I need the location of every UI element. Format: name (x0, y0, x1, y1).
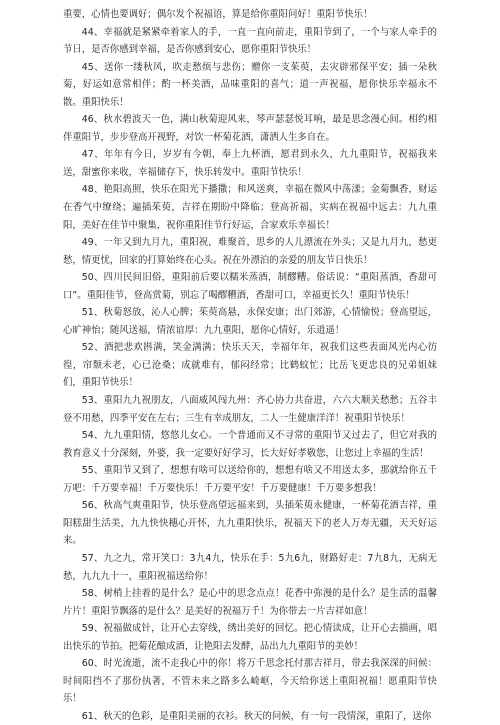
paragraph-44: 44、幸福就是紧紧牵着家人的手，一直一直向前走，重阳节到了，一个与家人牵手的节日，是否你感到幸福，是否你感到安心，愿你重阳节快乐！ (63, 26, 437, 56)
paragraph-55: 55、重阳节又到了，想想有啥可以送给你的，想想有啥又不用送太多，那就给你五千万吧：千万要幸福！千万要快乐！千万要平安！千万要健康！千万要多想我！ (63, 465, 437, 494)
paragraph-47: 47、年年有今日，岁岁有今朝，奉上九杯酒，愿君到永久，九九重阳节，祝福我来送，甜蜜你来收，幸福储存下，快乐转发中。重阳节快乐！ (63, 149, 437, 178)
paragraph-51: 51、秋菊怒放，沁人心脾；茱萸高悬，永保安康；出门郊游，心情愉悦；登高望远，心旷神怡；随风送福，情浓谊厚：九九重阳，愿你心情好，乐逍遥！ (63, 307, 437, 336)
paragraph-54: 54、九九重阳情，悠悠儿女心。一个普通而又不寻常的重阳节又过去了，但它对我的教育意义十分深刻，外婆，我一定要好好学习，长大好好孝敬您，让您过上幸福的生活！ (63, 430, 437, 459)
paragraph-52: 52、酒把悲欢斟满，笑金满满；快乐天天，幸福年年，祝我们这些表面风光内心彷徨，帘颓未老，心已沧桑；成就难有，郁闷经常；比鹤蚊忙；比岳飞更忠良的兄弟姐妹们，重阳节快乐！ (63, 342, 437, 389)
paragraph-60: 60、时光流逝，流不走我心中的你！将万千思念托付那吉祥月，带去我深深的问候：时间阳挡不了那份执著，不管未来之路多么崎岖，今天给你送上重阳祝福！愿重阳节快乐！ (63, 658, 437, 705)
paragraph-46: 46、秋水碧波天一色，满山秋菊迎风来，琴声瑟瑟悦耳响，最是思念漫心间。相约相伴重阳节，步步登高开视野，对饮一杯菊花酒，潇洒人生多自在。 (63, 114, 437, 143)
paragraph-49: 49、一年又到九月九，重阳祝，难聚首，思乡的人儿漂流在外头；又是九月九，愁更愁，情更忧，回家的打算始终在心头。祝在外漂泊的亲爱的朋友节日快乐！ (63, 237, 437, 266)
paragraph-53: 53、重阳九九祝朋友，八面威风闯九州：齐心协力共奋进，六六大顺关愁愁；五谷丰登不用愁，四季平安在左右；三生有幸成朋友，二人一生健康洋洋！祝重阳节快乐！ (63, 395, 437, 424)
paragraph-48: 48、艳阳高照，快乐在阳光下播撒；和风送爽，幸福在微风中荡漾；金菊飘香，财运在香气中缭绕；遍插茱萸，吉祥在期盼中降临；登高祈福，实病在祝福中远去：九九重阳，美好在佳节中聚集，祝你重阳佳节行好运，合家欢乐幸福长！ (63, 184, 437, 231)
paragraph-58: 58、树梢上挂着的是什么？是心中的思念点点！花香中弥漫的是什么？是生活的温馨片片！重阳节飘落的是什么？是美好的祝福万千！为你带去一片吉祥如意！ (63, 588, 437, 617)
paragraph-43-tail: 重要，心情也要调好；偶尔发个祝福语，算是给你重阳问好！重阳节快乐！ (63, 9, 373, 20)
paragraph-50: 50、四川民间旧俗，重阳前后要以糯米蒸酒，制醪糟。俗话说：“重阳蒸酒，香甜可口”。重阳佳节，登高赏菊，别忘了喝醪糟酒，香甜可口，幸福更长久！重阳节快乐！ (63, 272, 437, 301)
paragraph-45: 45、送你一缕秋风，吹走愁烦与悲伤；赠你一支茱萸，去灾辟邪保平安；插一朵秋菊，好运如意常相伴；酌一杯美酒，品味重阳的喜气；道一声祝福，愿你快乐幸福永不散。重阳快乐！ (63, 61, 437, 108)
paragraph-56: 56、秋高气爽重阳节，快乐登高望远福来到，头插茱萸永健康，一杯菊花酒吉祥，重阳糕甜生活美，九九快快穗心开怀，九九重阳快乐，祝福天下的老人万寿无疆，天天好运来。 (63, 500, 437, 547)
paragraph-57: 57、九之九，常开笑口：3九4九，快乐在手：5九6九，财路好走：7九8九，无病无愁，九九九十一，重阳祝福送给你！ (63, 552, 437, 582)
paragraph-61-partial: 61、秋天的色彩，是重阳美丽的衣衫。秋天的问候，有一句一段情深，重阳了，送你 (81, 710, 432, 722)
paragraph-59: 59、祝福做成针，让开心去穿线，绣出美好的回忆。把心情读成，让开心去描画，唱出快乐的节拍。把菊花酿成酒，让艳阳去发酵，品出九九重阳节的美妙！ (63, 623, 437, 652)
